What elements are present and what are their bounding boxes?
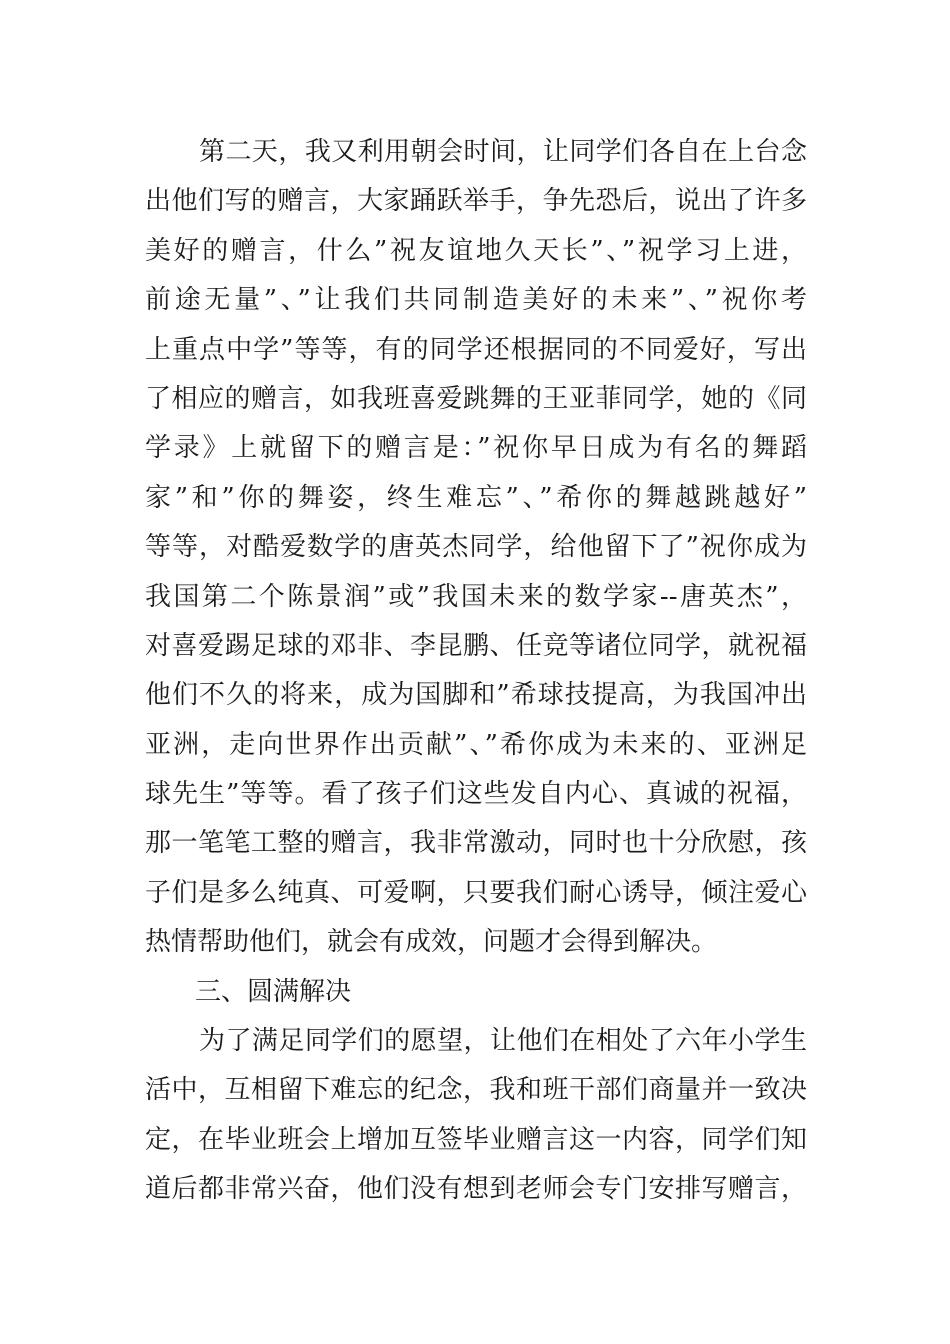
paragraph-2 [145,1017,807,1215]
paragraph-line: 球先生”等等。看了孩子们这些发自内心、真诚的祝福， [145,779,807,810]
paragraph-line: 对喜爱踢足球的邓非、李昆鹏、任竞等诸位同学，就祝福 [145,630,807,661]
paragraph-line: 他们不久的将来，成为国脚和”希球技提高，为我国冲出 [145,680,807,711]
paragraph-line: 美好的赠言，什么”祝友谊地久天长”、”祝学习上进， [145,235,807,266]
paragraph-line: 热情帮助他们，就会有成效，问题才会得到解决。 [145,927,718,958]
paragraph-line: 第二天，我又利用朝会时间，让同学们各自在上台念 [199,137,807,167]
paragraph-line: 活中，互相留下难忘的纪念，我和班干部们商量并一致决 [145,1075,807,1106]
paragraph-line: 上重点中学”等等，有的同学还根据同的不同爱好，写出 [145,334,807,365]
paragraph-1 [145,128,807,968]
paragraph-line: 学录》上就留下的赠言是：”祝你早日成为有名的舞蹈 [145,433,807,464]
paragraph-line: 出他们写的赠言，大家踊跃举手，争先恐后，说出了许多 [145,186,807,217]
paragraph-line: 那一笔笔工整的赠言，我非常激动，同时也十分欣慰，孩 [145,828,807,859]
paragraph-line: 为了满足同学们的愿望，让他们在相处了六年小学生 [199,1026,807,1057]
paragraph-line: 定，在毕业班会上增加互签毕业赠言这一内容，同学们知 [145,1124,807,1155]
paragraph-line: 子们是多么纯真、可爱啊，只要我们耐心诱导，倾注爱心 [145,877,807,908]
document-body [145,128,807,1215]
paragraph-line: 家”和”你的舞姿，终生难忘”、”希你的舞越跳越好” [145,482,807,513]
section-heading: 三、圆满解决 [195,976,352,1007]
paragraph-line: 亚洲，走向世界作出贡献”、”希你成为未来的、亚洲足 [145,729,807,760]
paragraph-line: 前途无量”、”让我们共同制造美好的未来”、”祝你考 [145,285,807,316]
paragraph-line: 等等，对酷爱数学的唐英杰同学，给他留下了”祝你成为 [145,532,807,563]
paragraph-line: 我国第二个陈景润”或”我国未来的数学家--唐英杰”， [145,581,807,612]
paragraph-line: 了相应的赠言，如我班喜爱跳舞的王亚菲同学，她的《同 [145,383,807,414]
paragraph-line: 道后都非常兴奋，他们没有想到老师会专门安排写赠言， [145,1174,807,1205]
